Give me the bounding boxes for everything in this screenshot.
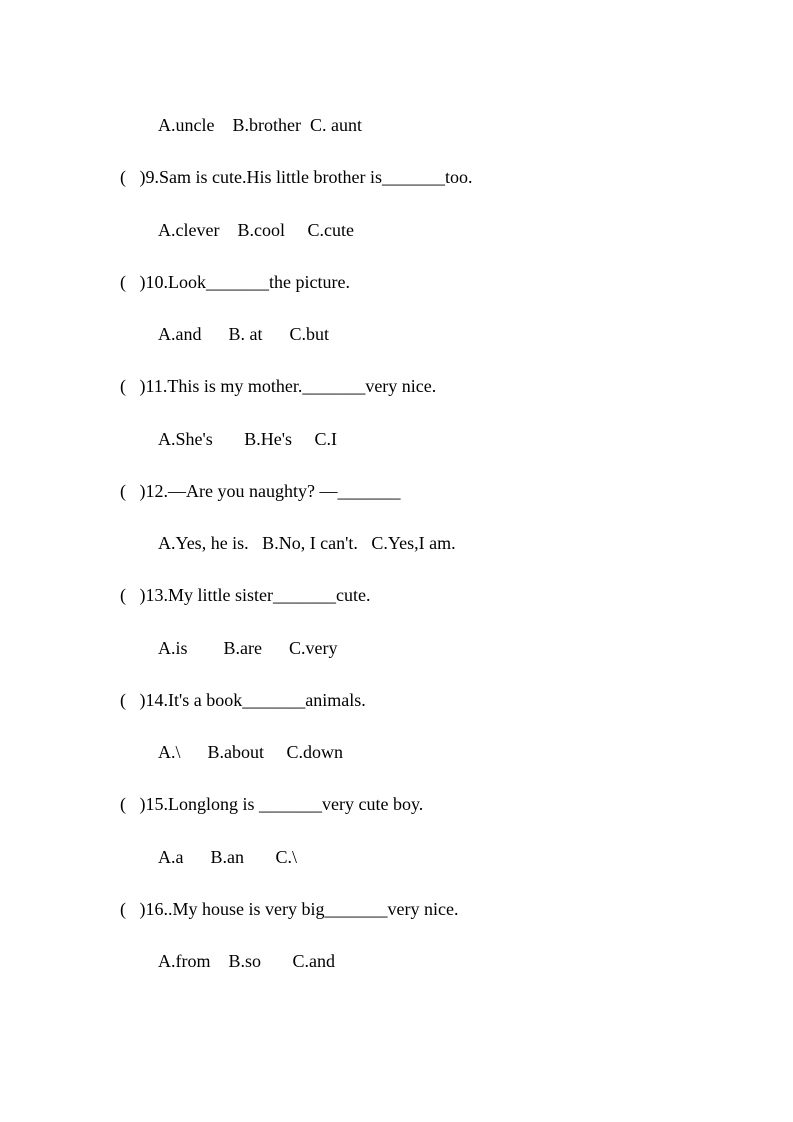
options-9: A.clever B.cool C.cute — [158, 219, 354, 240]
options-11: A.She's B.He's C.I — [158, 428, 337, 449]
options-12: A.Yes, he is. B.No, I can't. C.Yes,I am. — [158, 533, 456, 553]
question-12: ( )12.—Are you naughty? —_______ — [120, 480, 401, 501]
worksheet — [0, 99, 793, 987]
options-8: A.uncle B.brother C. aunt — [158, 115, 362, 135]
options-15: A.a B.an C.\ — [158, 846, 297, 867]
question-9: ( )9.Sam is cute.His little brother is_______too. — [120, 167, 473, 188]
options-13: A.is B.are C.very — [158, 637, 338, 658]
question-11: ( )11.This is my mother._______very nice. — [120, 376, 437, 397]
options-10: A.and B. at C.but — [158, 324, 329, 344]
question-14: ( )14.It's a book_______animals. — [120, 689, 366, 710]
question-13: ( )13.My little sister_______cute. — [120, 585, 371, 606]
question-10: ( )10.Look_______the picture. — [120, 271, 350, 292]
question-16: ( )16..My house is very big_______very nice. — [120, 898, 459, 919]
options-16: A.from B.so C.and — [158, 951, 335, 971]
question-15: ( )15.Longlong is _______very cute boy. — [120, 794, 424, 815]
options-14: A.\ B.about C.down — [158, 742, 344, 762]
